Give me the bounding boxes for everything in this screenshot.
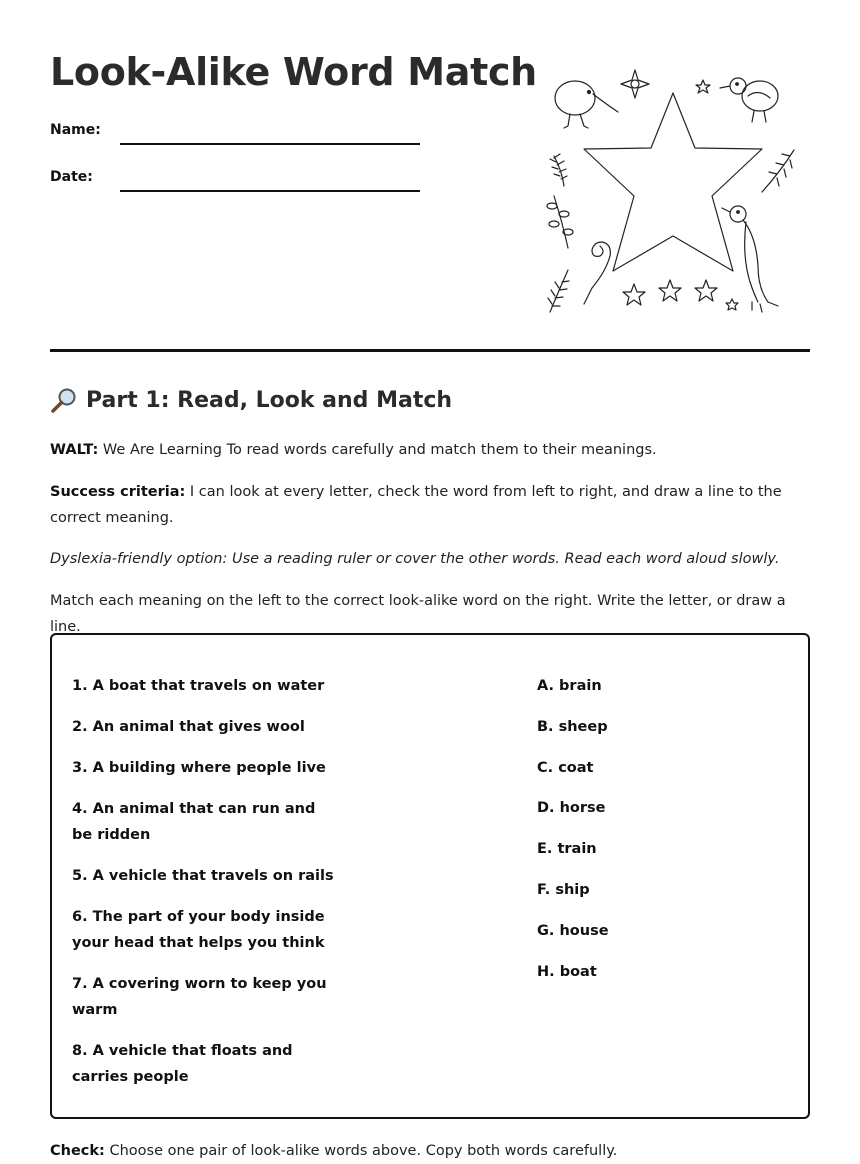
word-item[interactable]: G. house: [537, 922, 609, 939]
meaning-item[interactable]: 8. A vehicle that floats and carries people: [72, 1043, 293, 1085]
word-item[interactable]: D. horse: [537, 800, 606, 817]
small-star-icon: [695, 280, 717, 301]
star-kiwi-illustration: [540, 66, 810, 316]
small-star-icon: [659, 280, 681, 301]
part1-heading-text: Part 1: Read, Look and Match: [86, 387, 453, 413]
meaning-item[interactable]: 4. An animal that can run and be ridden: [72, 801, 316, 843]
small-star-icon: [726, 299, 738, 310]
word-item[interactable]: E. train: [537, 841, 597, 858]
success-label: Success criteria:: [50, 484, 186, 500]
word-item[interactable]: A. brain: [537, 678, 602, 694]
small-star-icon: [623, 284, 645, 305]
word-item[interactable]: H. boat: [537, 963, 597, 980]
meaning-item[interactable]: 1. A boat that travels on water: [72, 678, 325, 694]
flower-icon: [621, 70, 649, 98]
chick-bird-icon: [720, 78, 778, 122]
meanings-column: [72, 673, 334, 1105]
word-item[interactable]: B. sheep: [537, 718, 608, 735]
match-instructions: Match each meaning on the left to the correct look-alike word on the right. Write the letter, or draw a line.: [50, 593, 786, 635]
date-label: Date:: [50, 169, 93, 185]
success-text: I can look at every letter, check the word from left to right, and draw a line to the correct meaning.: [50, 484, 782, 526]
word-item[interactable]: C. coat: [537, 759, 594, 776]
meaning-item[interactable]: 3. A building where people live: [72, 760, 326, 776]
word-item[interactable]: F. ship: [537, 881, 590, 898]
walt-label: WALT:: [50, 442, 99, 458]
part1-heading: [50, 386, 452, 414]
meaning-item[interactable]: 6. The part of your body inside your head that helps you think: [72, 909, 325, 951]
check-paragraph: [50, 1138, 810, 1164]
tui-bird-icon: [722, 206, 778, 312]
success-criteria-paragraph: [50, 479, 810, 531]
check-text: Choose one pair of look-alike words above. Copy both words carefully.: [104, 1143, 618, 1159]
matching-box: [50, 633, 810, 1119]
name-line[interactable]: [120, 143, 420, 145]
kiwi-bird-icon: [555, 81, 618, 128]
big-star-icon: [584, 93, 762, 271]
fern-icon: [762, 150, 794, 192]
magnifying-glass-icon: [50, 386, 78, 414]
check-label: Check:: [50, 1143, 105, 1159]
fern-icon: [548, 270, 569, 312]
section-divider: [50, 349, 810, 352]
fern-icon: [547, 196, 573, 248]
walt-text: We Are Learning To read words carefully and match them to their meanings.: [98, 442, 657, 458]
meaning-item[interactable]: 2. An animal that gives wool: [72, 719, 305, 735]
walt-paragraph: [50, 437, 810, 463]
words-column: [537, 673, 609, 999]
small-star-icon: [696, 80, 710, 93]
meaning-item[interactable]: 7. A covering worn to keep you warm: [72, 976, 327, 1018]
name-label: Name:: [50, 122, 101, 138]
date-line[interactable]: [120, 190, 420, 192]
meaning-item[interactable]: 5. A vehicle that travels on rails: [72, 868, 334, 884]
dyslexia-option: Dyslexia-friendly option: Use a reading ruler or cover the other words. Read each word aloud slowly.: [50, 551, 780, 567]
koru-fern-icon: [584, 242, 610, 304]
page-title: Look-Alike Word Match: [50, 50, 537, 94]
fern-icon: [550, 154, 567, 186]
